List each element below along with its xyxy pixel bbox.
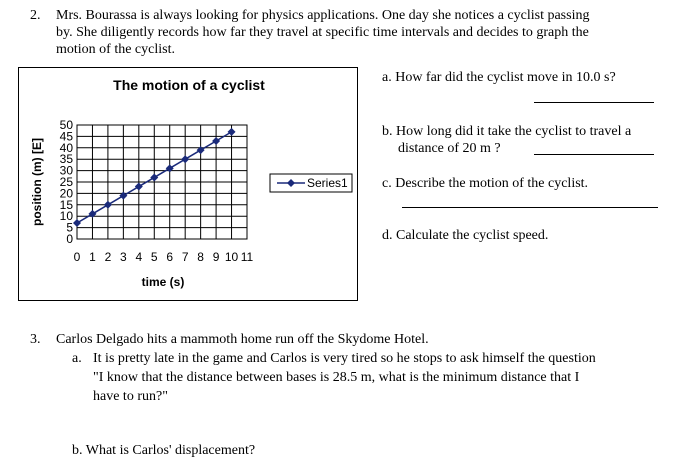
y-tick-label: 50 bbox=[59, 118, 73, 132]
y-tick-label: 15 bbox=[59, 197, 73, 212]
y-tick-label: 35 bbox=[59, 152, 73, 167]
legend-series1-label: Series1 bbox=[307, 176, 348, 190]
q2-part-c: c. Describe the motion of the cyclist. bbox=[382, 176, 589, 191]
q2-text-line-3: motion of the cyclist. bbox=[56, 42, 175, 57]
x-tick-label: 6 bbox=[166, 250, 174, 264]
legend bbox=[270, 174, 352, 192]
y-tick-label: 5 bbox=[66, 220, 73, 235]
q2-part-b-answer-line[interactable] bbox=[534, 154, 654, 155]
y-tick-label: 25 bbox=[59, 175, 73, 189]
chart-title: The motion of a cyclist bbox=[113, 77, 265, 93]
q2-part-c-answer-line[interactable] bbox=[402, 207, 658, 208]
x-tick-label: 5 bbox=[150, 250, 158, 264]
q2-text-line-2: by. She diligently records how far they travel at specific time intervals and decides to graph the bbox=[56, 25, 589, 40]
y-tick-label: 10 bbox=[59, 209, 73, 224]
q3-part-a-line-2: "I know that the distance between bases is 28.5 m, what is the minimum distance that I bbox=[93, 370, 580, 385]
y-axis-label: position (m) [E] bbox=[30, 138, 44, 226]
x-tick-label: 8 bbox=[197, 250, 204, 264]
q3-part-a-line-1: It is pretty late in the game and Carlos is very tired so he stops to ask himself the question bbox=[93, 351, 596, 366]
q2-part-b-line-2: distance of 20 m ? bbox=[398, 141, 501, 156]
q3-part-a-label: a. bbox=[72, 351, 82, 366]
y-tick-label: 0 bbox=[66, 232, 73, 246]
q2-part-a: a. How far did the cyclist move in 10.0 s? bbox=[382, 70, 616, 85]
chart-frame bbox=[18, 67, 358, 301]
x-tick-label: 7 bbox=[181, 250, 189, 264]
x-tick-label: 10 bbox=[224, 250, 239, 264]
q3-part-b: b. What is Carlos' displacement? bbox=[72, 443, 256, 458]
q3-number: 3. bbox=[30, 332, 41, 347]
x-tick-label: 11 bbox=[240, 250, 254, 264]
x-tick-label: 3 bbox=[120, 250, 127, 264]
q2-part-a-answer-line[interactable] bbox=[534, 102, 654, 103]
y-tick-label: 20 bbox=[59, 186, 73, 201]
q2-part-b-line-1: b. How long did it take the cyclist to travel a bbox=[382, 124, 632, 139]
x-tick-label: 4 bbox=[135, 250, 143, 264]
x-tick-label: 9 bbox=[212, 250, 220, 264]
q3-part-a-line-3: have to run?" bbox=[93, 389, 168, 404]
q2-text-line-1: Mrs. Bourassa is always looking for physics applications. One day she notices a cyclist passing bbox=[56, 8, 590, 23]
y-tick-label: 30 bbox=[59, 163, 73, 178]
q3-intro: Carlos Delgado hits a mammoth home run off the Skydome Hotel. bbox=[56, 332, 429, 347]
q2-number: 2. bbox=[30, 8, 41, 23]
y-tick-label: 40 bbox=[59, 140, 73, 155]
x-tick-label: 1 bbox=[89, 250, 96, 264]
x-tick-label: 0 bbox=[73, 250, 81, 264]
cyclist-chart bbox=[19, 68, 357, 300]
x-tick-label: 2 bbox=[104, 250, 112, 264]
x-axis-label: time (s) bbox=[141, 275, 185, 289]
y-tick-label: 45 bbox=[59, 129, 73, 144]
q2-part-d: d. Calculate the cyclist speed. bbox=[382, 228, 549, 243]
